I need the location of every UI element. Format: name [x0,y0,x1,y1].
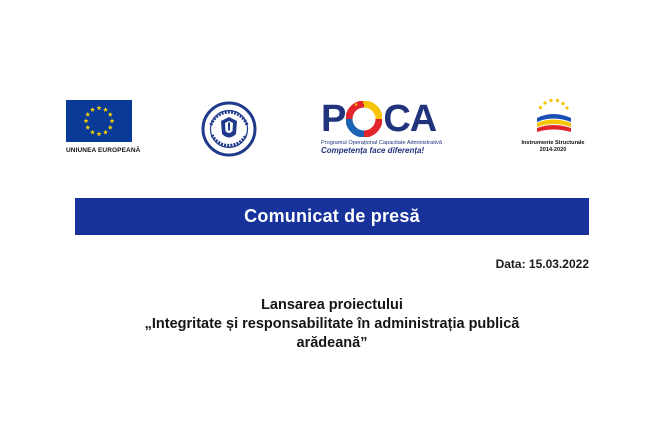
banner-title: Comunicat de presă [244,206,420,226]
eu-logo [66,100,146,154]
poca-ring-icon [346,101,382,137]
headline-line-2: „Integritate și responsabilitate în administrația publică [144,316,520,332]
headline [90,296,574,353]
eu-caption: UNIUNEA EUROPEANĂ [66,147,141,154]
structural-instruments-logo [519,96,587,154]
headline-line-3: arădeană” [296,335,368,351]
poca-letters-ca: CA [383,98,437,140]
release-date: Data: 15.03.2022 [495,257,589,271]
poca-wordmark [321,99,471,139]
structural-instruments-caption-2: 2014-2020 [539,147,567,153]
romanian-government-seal-icon [201,101,257,157]
poca-slogan: Competența face diferența! [321,146,425,155]
eu-flag-icon [66,100,132,142]
structural-instruments-caption-1: Instrumente Structurale [521,140,585,146]
poca-subtitle: Programul Operațional Capacitate Administrativă [321,140,442,146]
poca-logo [321,99,471,155]
structural-instruments-icon [531,96,575,140]
poca-letter-p: P [321,98,346,140]
press-release-banner [75,198,589,235]
headline-line-1: Lansarea proiectului [261,297,403,313]
